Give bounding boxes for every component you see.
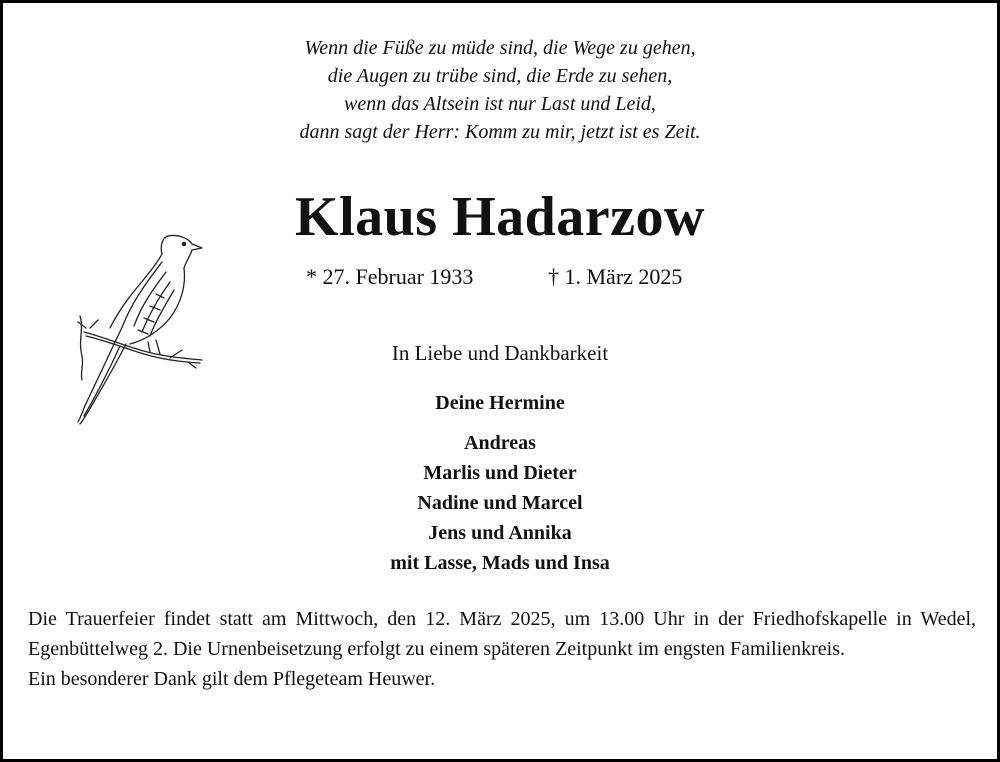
service-details: Die Trauerfeier findet statt am Mittwoch, den 12. März 2025, um 13.00 Uhr in der Friedhofskapelle in Wedel, Egenbüttelweg 2. Die Urnenbeisetzung erfolgt zu einem späteren Zeitpunkt im engsten Familienkreis.: [28, 608, 976, 660]
family-member: Nadine und Marcel: [417, 492, 583, 514]
death-date: † 1. März 2025: [548, 264, 683, 289]
family-list: [0, 428, 1000, 578]
poem-line: Wenn die Füße zu müde sind, die Wege zu gehen,: [304, 37, 696, 59]
dedication: In Liebe und Dankbarkeit: [391, 341, 609, 365]
birth-date: * 27. Februar 1933: [306, 264, 474, 289]
closing-text: [28, 604, 976, 694]
poem-line: die Augen zu trübe sind, die Erde zu sehen,: [327, 65, 673, 87]
mourner-lead: Deine Hermine: [435, 392, 565, 414]
family-member: Marlis und Dieter: [423, 462, 577, 484]
family-member: Jens und Annika: [428, 522, 572, 544]
family-member: mit Lasse, Mads und Insa: [390, 552, 610, 574]
thanks-note: Ein besonderer Dank gilt dem Pflegeteam Heuwer.: [28, 668, 436, 690]
family-member: Andreas: [464, 432, 536, 454]
poem-line: wenn das Altsein ist nur Last und Leid,: [344, 93, 656, 115]
poem: [0, 34, 1000, 146]
deceased-name: Klaus Hadarzow: [295, 186, 705, 248]
poem-line: dann sagt der Herr: Komm zu mir, jetzt ist es Zeit.: [299, 121, 701, 143]
